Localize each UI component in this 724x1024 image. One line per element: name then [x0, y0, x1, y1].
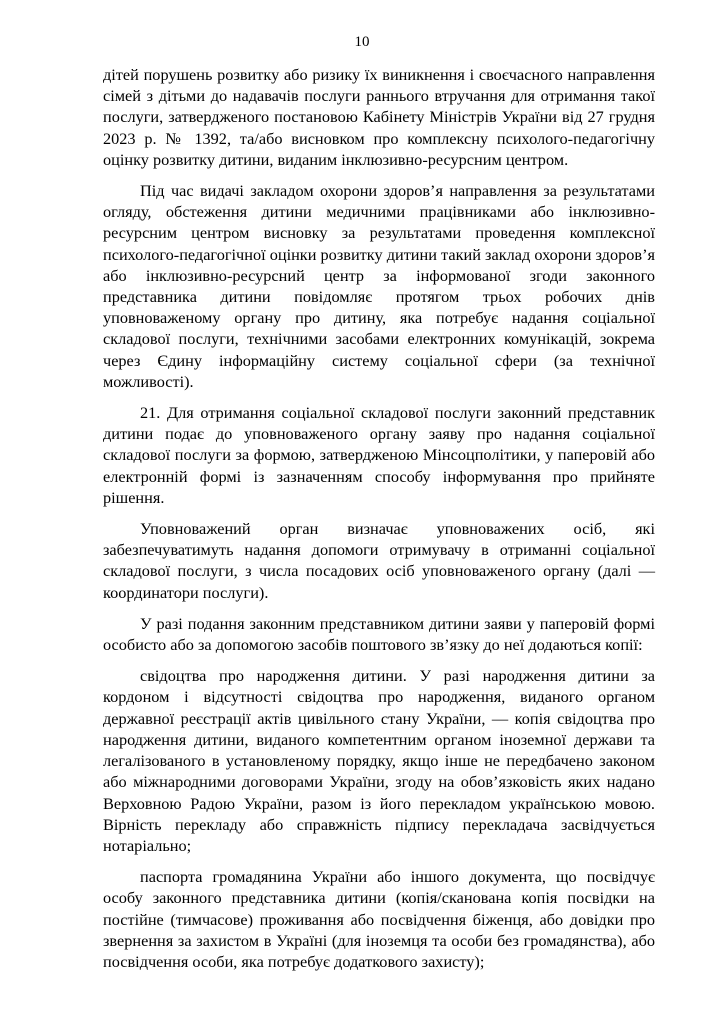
- paragraph-coordinators: Уповноважений орган визначає уповноважених осіб, які забезпечуватимуть надання допомоги отримувачу в отриманні соціальної складової послуги, з числа посадових осіб уповноваженого органу (далі — координатори послуги).: [103, 519, 655, 602]
- paragraph-notification: Під час видачі закладом охорони здоров’я направлення за результатами огляду, обстеження дитини медичними працівниками або інклюзивно-ресурсним центром висновку за результатами проведення комплексної психолого-педагогічної оцінки розвитку дитини такий заклад охорони здоров’я або інклюзивно-ресурсний центр за інформованої згоди законного представника дитини повідомляє протягом трьох робочих днів уповноваженому органу про дитину, яка потребує надання соціальної складової послуги, технічними засобами електронних комунікацій, зокрема через Єдину інформаційну систему соціальної сфери (за технічної можливості).: [103, 181, 655, 391]
- paragraph-passport: паспорта громадянина України або іншого документа, що посвідчує особу законного представника дитини (копія/сканована копія посвідки на постійне (тимчасове) проживання або посвідчення біженця, або довідки про звернення за захистом в Україні (для іноземця та особи без громадянства), або посвідчення особи, яка потребує додаткового захисту);: [103, 867, 655, 971]
- page-body: [103, 64, 655, 982]
- paragraph-item-21: 21. Для отримання соціальної складової послуги законний представник дитини подає до уповноваженого органу заяву про надання соціальної складової послуги за формою, затвердженою Мінсоцполітики, у паперовій або електронній формі із зазначенням способу інформування про прийняте рішення.: [103, 403, 655, 507]
- page-number: 10: [354, 34, 370, 50]
- paragraph-continuation: дітей порушень розвитку або ризику їх виникнення і своєчасного направлення сімей з дітьми до надавачів послуги раннього втручання для отримання такої послуги, затвердженого постановою Кабінету Міністрів України від 27 грудня 2023 р. № 1392, та/або висновком про комплексну психолого-педагогічну оцінку розвитку дитини, виданим інклюзивно-ресурсним центром.: [103, 65, 655, 169]
- paragraph-birth-certificate: свідоцтва про народження дитини. У разі народження дитини за кордоном і відсутності свідоцтва про народження, виданого органом державної реєстрації актів цивільного стану України, — копія свідоцтва про народження дитини, виданого компетентним органом іноземної держави та легалізованого в установленому порядку, якщо інше не передбачено законом або міжнародними договорами України, згоду на обов’язковість яких надано Верховною Радою України, разом із його перекладом українською мовою. Вірність перекладу або справжність підпису перекладача засвідчується нотаріально;: [103, 666, 655, 855]
- paragraph-paper-submission: У разі подання законним представником дитини заяви у паперовій формі особисто або за допомогою засобів поштового зв’язку до неї додаються копії:: [103, 613, 655, 655]
